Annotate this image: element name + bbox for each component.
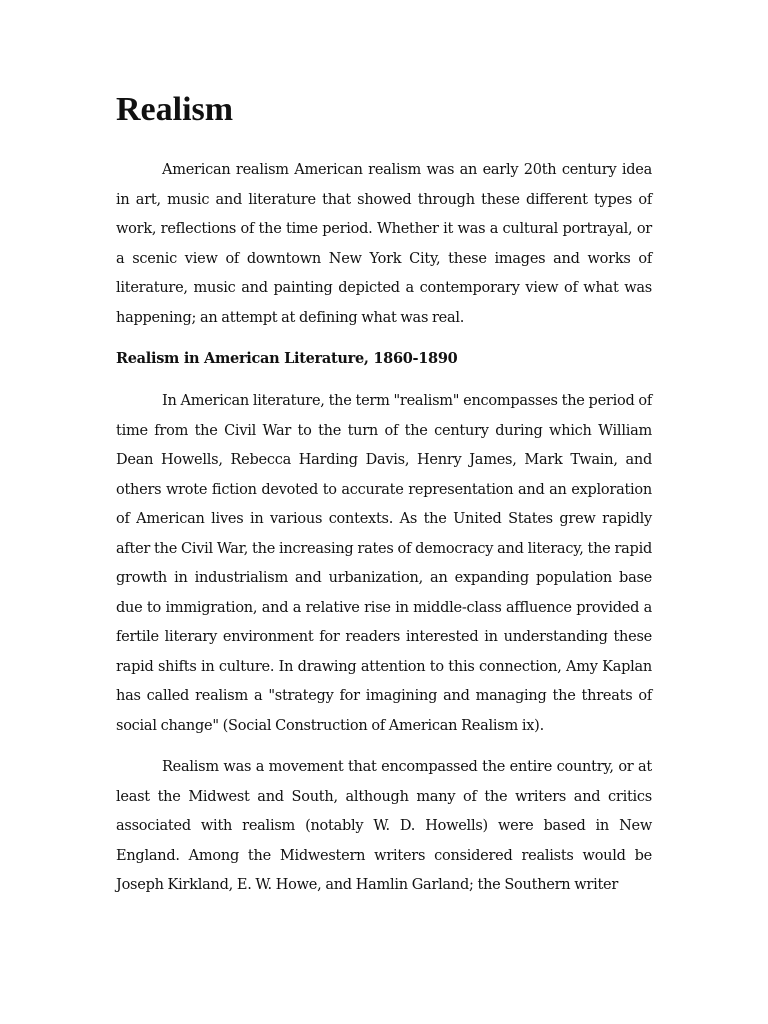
section-heading: Realism in American Literature, 1860-1890 [116,350,458,367]
document-page [116,80,652,913]
body-paragraph: In American literature, the term "realism" encompasses the period of time from the Civil War to the turn of the century during which William Dean Howells, Rebecca Harding Davis, Henry James, Mark Twain, and others wrote fiction devoted to accurate representation and an exploration of American lives in various contexts. As the United States grew rapidly after the Civil War, the increasing rates of democracy and literacy, the rapid growth in industrialism and urbanization, an expanding population base due to immigration, and a relative rise in middle-class affluence provided a fertile literary environment for readers interested in understanding these rapid shifts in culture. In drawing attention to this connection, Amy Kaplan has called realism a "strategy for imagining and managing the threats of social change" (Social Construction of American Realism ix). [116,393,652,734]
intro-paragraph: American realism American realism was an early 20th century idea in art, music and literature that showed through these different types of work, reflections of the time period. Whether it was a cultural portrayal, or a scenic view of downtown New York City, these images and works of literature, music and painting depicted a contemporary view of what was happening; an attempt at defining what was real. [116,162,652,326]
document-title: Realism [116,91,234,128]
body-paragraph: Realism was a movement that encompassed the entire country, or at least the Midwest and South, although many of the writers and critics associated with realism (notably W. D. Howells) were based in New England. Among the Midwestern writers considered realists would be Joseph Kirkland, E. W. Howe, and Hamlin Garland; the Southern writer [116,759,652,893]
